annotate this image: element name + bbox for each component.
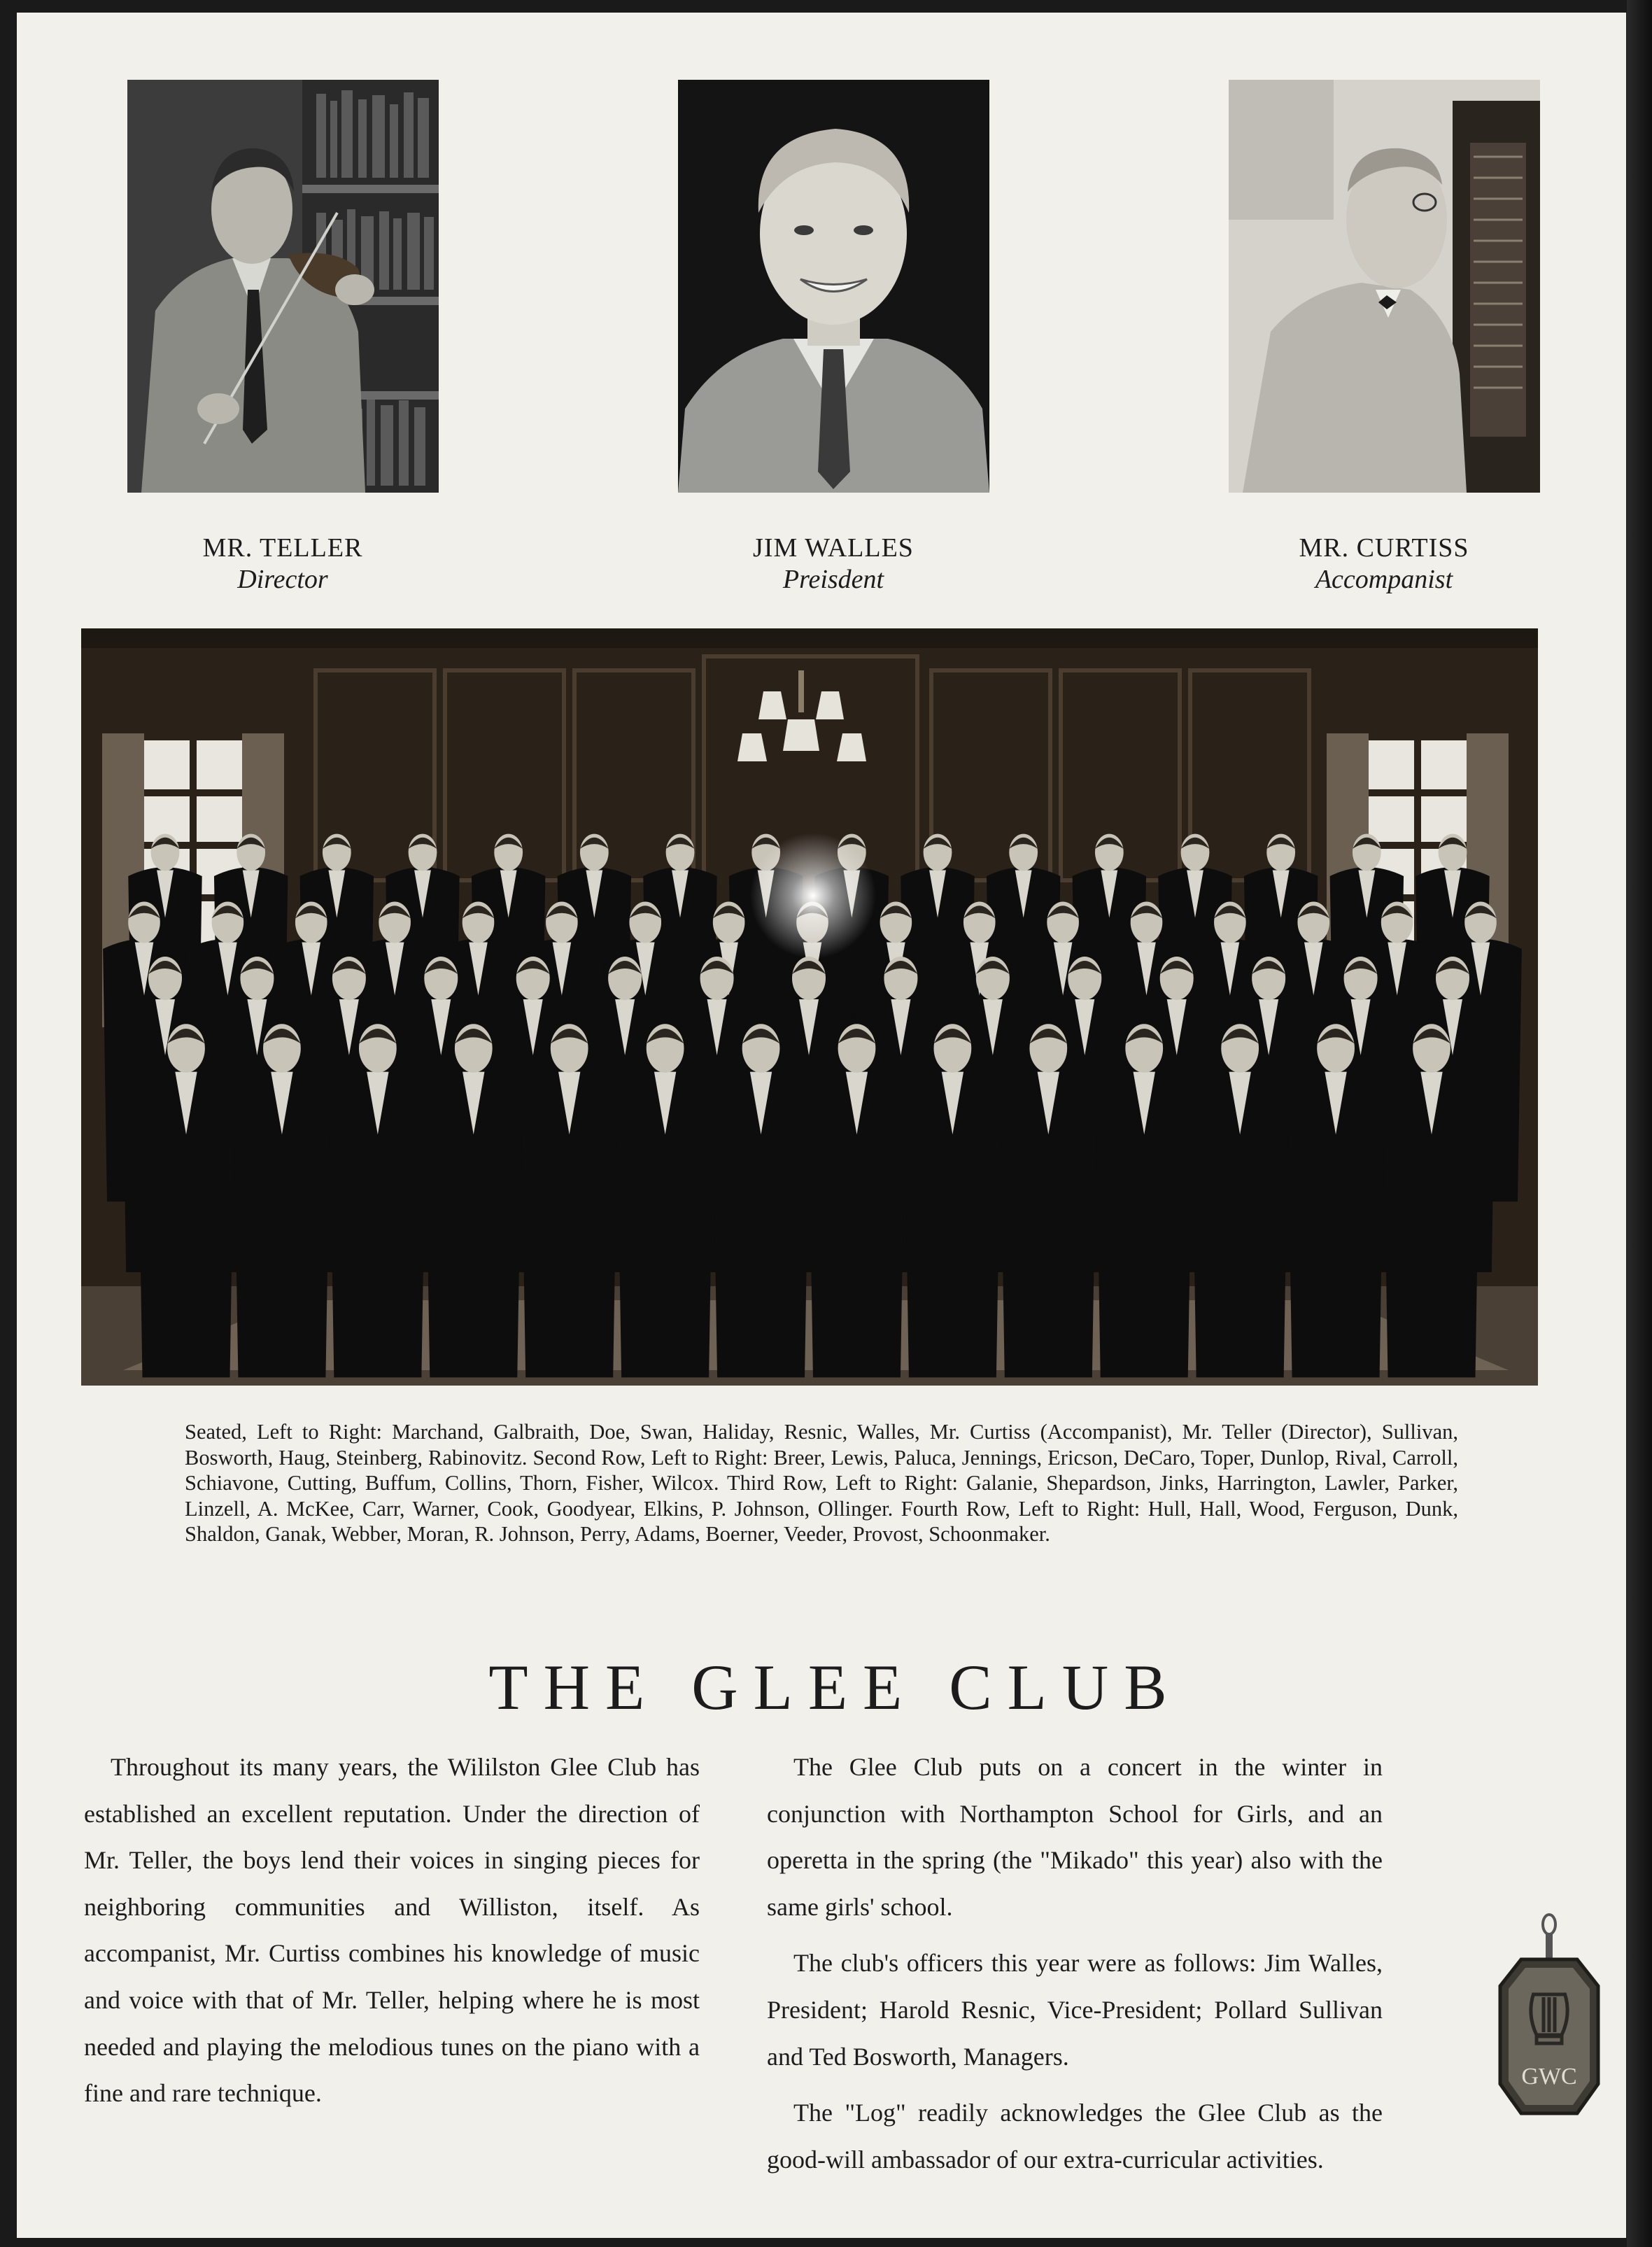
lyre-pendant-emblem [1493, 1909, 1605, 2133]
portrait-caption-curtiss [1174, 533, 1594, 596]
portrait-role: Accompanist [1315, 564, 1453, 594]
portrait-photo-walles [678, 80, 989, 493]
article-paragraph: The Glee Club puts on a concert in the winter in conjunction with Northampton School for Girls, and an operetta in the spring (the "Mikado" this year) also with the same girls' school. [767, 1753, 1383, 1921]
page-title: THE GLEE CLUB [488, 1651, 1182, 1723]
portrait-role: Preisdent [782, 564, 884, 594]
article-paragraph: The club's officers this year were as follows: Jim Walles, President; Harold Resnic, Vice-President; Pollard Sullivan and Ted Bosworth, Managers. [767, 1949, 1383, 2071]
portrait-caption-walles [623, 533, 1043, 596]
glee-club-group-photo [81, 628, 1538, 1386]
portrait-role: Director [237, 564, 328, 594]
portrait-photo-curtiss [1229, 80, 1540, 493]
portrait-name: MR. TELLER [202, 533, 363, 563]
yearbook-page [17, 13, 1626, 2238]
portrait-caption-teller [73, 533, 493, 596]
article-column-left [84, 1744, 700, 2117]
article-column-right [767, 1744, 1383, 2183]
article-paragraph: The "Log" readily acknowledges the Glee Club as the good-will ambassador of our extra-curricular activities. [767, 2099, 1383, 2174]
portrait-name: JIM WALLES [753, 533, 914, 563]
group-photo-roster-caption: Seated, Left to Right: Marchand, Galbraith, Doe, Swan, Haliday, Resnic, Walles, Mr. Curtiss (Accompanist), Mr. Teller (Director), Sullivan, Bosworth, Haug, Steinberg, Rabinovitz. Second Row, Left to Right: Breer, Lewis, Paluca, Jennings, Ericson, DeCaro, Toper, Dunlop, Rival, Carroll, Schiavone, Cutting, Buffum, Collins, Thorn, Fisher, Wilcox. Third Row, Left to Right: Galanie, Shepardson, Jinks, Harrington, Lawler, Parker, Linzell, A. McKee, Carr, Warner, Cook, Goodyear, Elkins, P. Johnson, Ollinger. Fourth Row, Left to Right: Hull, Hall, Wood, Ferguson, Dunk, Shaldon, Ganak, Webber, Moran, R. Johnson, Perry, Adams, Boerner, Veeder, Provost, Schoonmaker. [185, 1420, 1458, 1547]
portrait-name: MR. CURTISS [1299, 533, 1469, 563]
scan-page-edge [1627, 0, 1652, 2247]
article-paragraph: Throughout its many years, the Wililston Glee Club has established an excellent reputation. Under the direction of Mr. Teller, the boys lend their voices in singing pieces for neighboring communities and Williston, itself. As accompanist, Mr. Curtiss combines his knowledge of music and voice with that of Mr. Teller, helping where he is most needed and playing the melodious tunes on the piano with a fine and rare technique. [84, 1753, 700, 2108]
portrait-photo-teller [127, 80, 439, 493]
svg-text:GWC: GWC [1521, 2064, 1577, 2090]
